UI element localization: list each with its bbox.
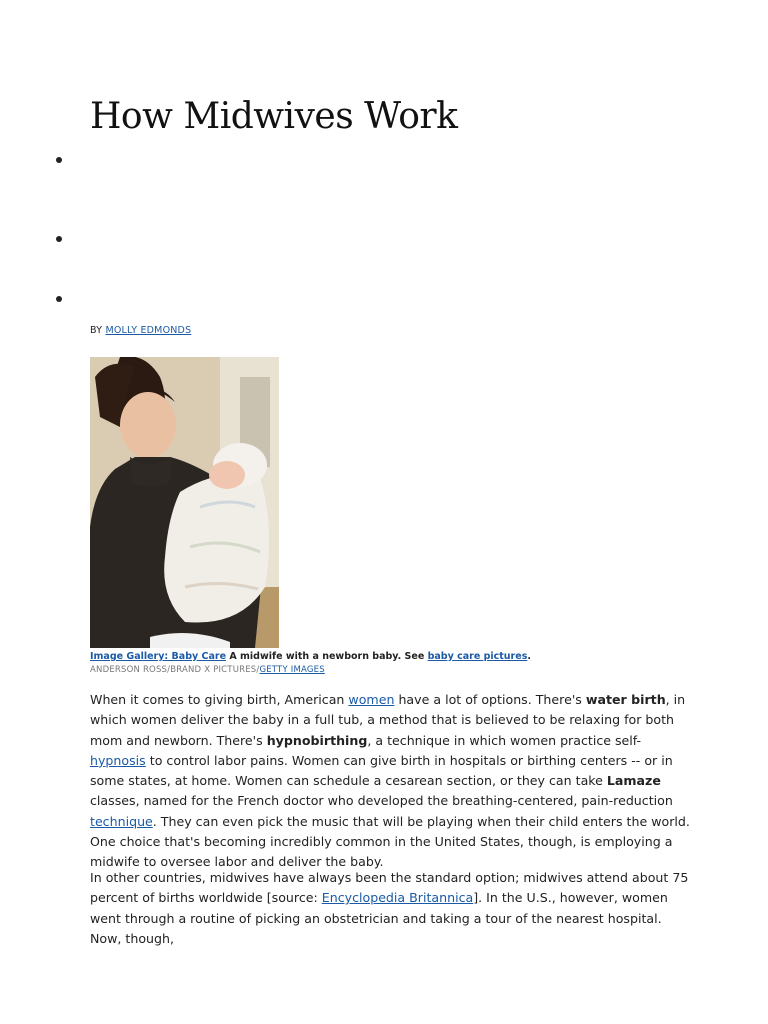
getty-images-link[interactable]: GETTY IMAGES — [259, 665, 325, 675]
text: In other countries, midwives have always been the standard option; midwives attend about 75 percent of births worldwide [source: — [90, 870, 689, 906]
women-link[interactable]: women — [348, 692, 395, 707]
article-title: How Midwives Work — [90, 96, 458, 137]
text: . They can even pick the music that will be playing when their child enters the world. One choice that's becoming incredibly common in the United States, though, is employing a midwife to oversee labor and deliver the baby. — [90, 813, 690, 870]
hypnosis-link[interactable]: hypnosis — [90, 752, 146, 768]
image-credit — [90, 665, 325, 675]
list-bullet — [56, 157, 62, 163]
text: ]. In the U.S., however, women went through a routine of picking an obstetrician and taking a tour of the nearest hospital. Now, though, — [90, 890, 668, 946]
baby-care-pictures-link[interactable]: baby care pictures — [427, 651, 528, 662]
article-photo — [90, 357, 279, 648]
image-caption — [90, 651, 531, 662]
paragraph-1 — [90, 690, 690, 873]
text: , in which women deliver the baby in a full tub, a method that is believed to be relaxing for both mom and newborn. There's — [90, 692, 686, 748]
text: classes, named for the French doctor who developed the breathing-centered, pain-reduction — [90, 793, 673, 809]
image-gallery-link[interactable]: Image Gallery: Baby Care — [90, 651, 227, 662]
author-link[interactable]: MOLLY EDMONDS — [105, 325, 192, 336]
list-bullet — [56, 236, 62, 242]
bold-term: hypnobirthing — [266, 732, 368, 748]
caption-text: A midwife with a newborn baby. See — [229, 651, 425, 662]
bold-term: Lamaze — [606, 773, 661, 789]
technique-link[interactable]: technique — [90, 813, 153, 829]
midwife-with-newborn-image — [90, 357, 279, 648]
byline-prefix: BY — [90, 325, 103, 336]
encyclopedia-britannica-link[interactable]: Encyclopedia Britannica — [321, 890, 474, 906]
list-bullet — [56, 296, 62, 302]
credit-prefix: ANDERSON ROSS/BRAND X PICTURES/ — [90, 665, 260, 675]
text: to control labor pains. Women can give birth in hospitals or birthing centers -- or in some states, at home. Women can schedule a cesarean section, or they can take — [90, 752, 673, 789]
bold-term: water birth — [585, 692, 666, 707]
text: When it comes to giving birth, American — [90, 692, 349, 707]
text: have a lot of options. There's — [394, 692, 586, 707]
paragraph-2 — [90, 868, 690, 949]
byline — [90, 325, 191, 336]
caption-end: . — [527, 651, 531, 662]
text: , a technique in which women practice self- — [367, 732, 642, 748]
